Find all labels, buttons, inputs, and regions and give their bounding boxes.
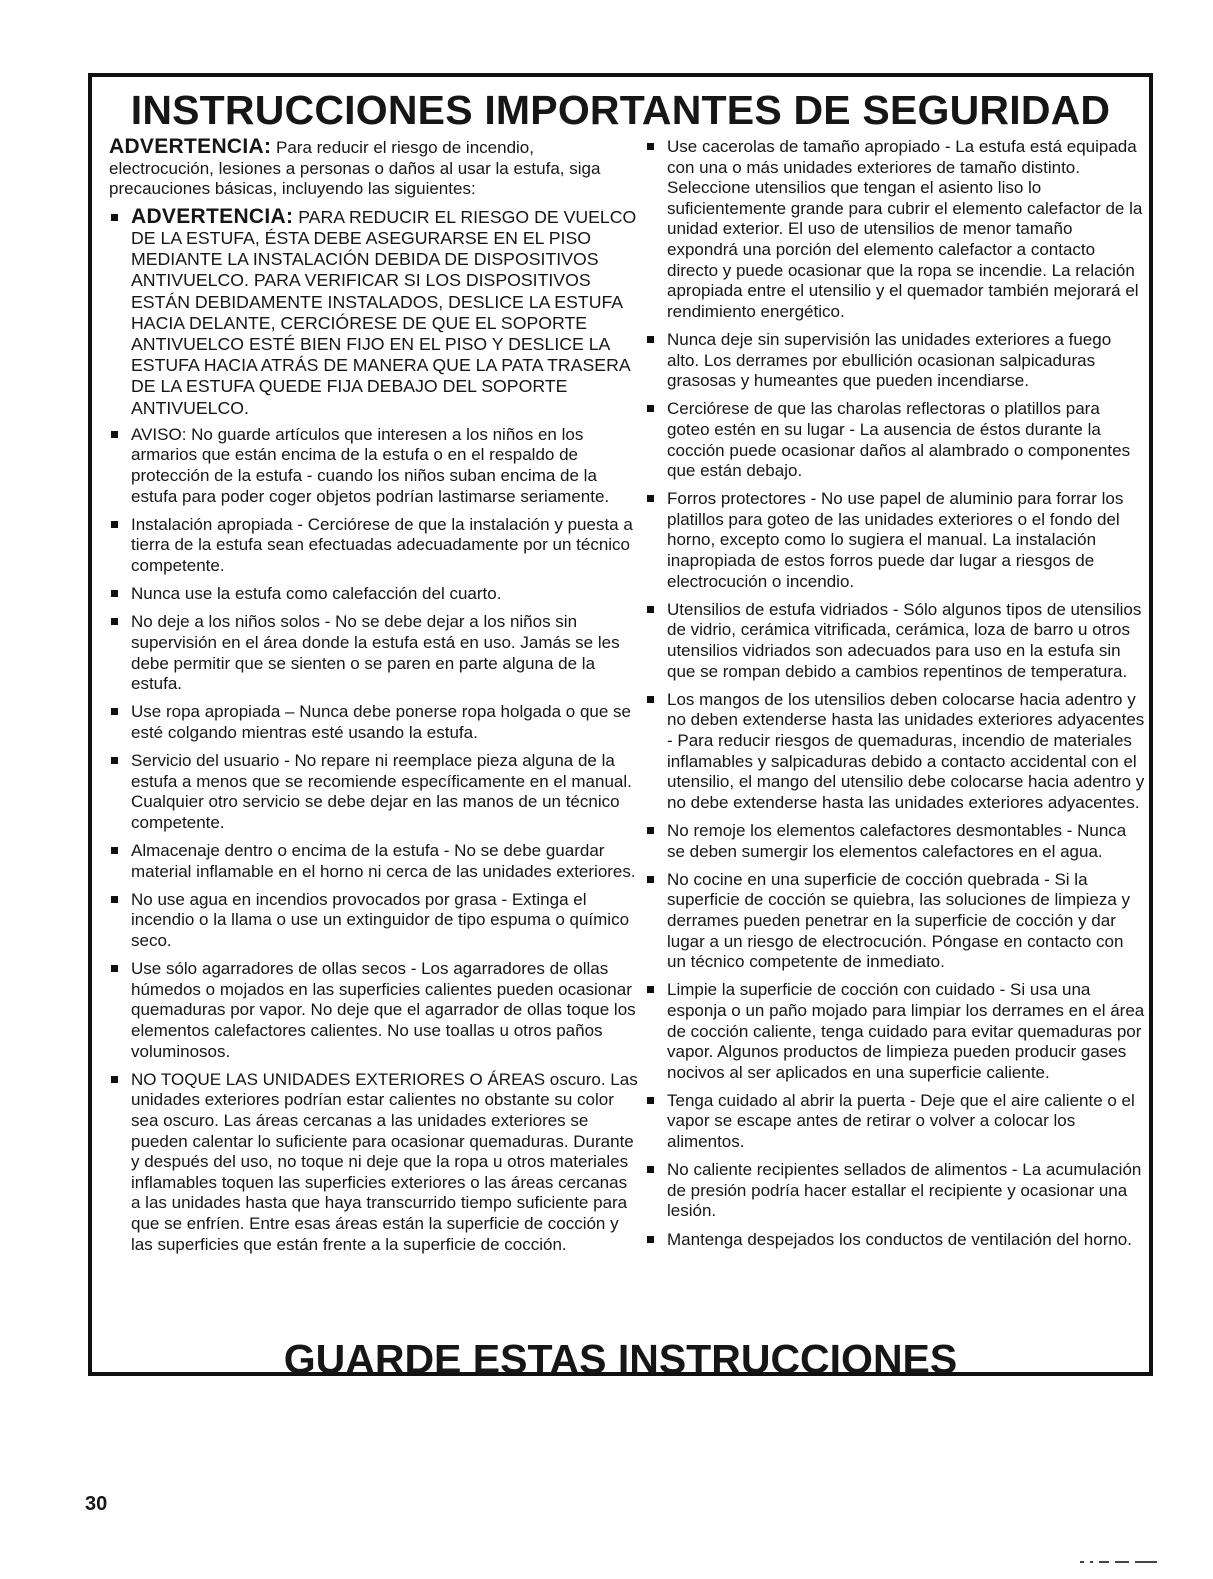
list-item bbox=[109, 841, 640, 882]
list-item bbox=[109, 890, 640, 952]
bullet-icon bbox=[647, 405, 654, 412]
bullet-icon bbox=[647, 143, 654, 150]
bullet-icon bbox=[647, 1236, 654, 1243]
list-item bbox=[645, 1230, 1145, 1251]
list-item-text: No remoje los elementos calefactores desmontables - Nunca se deben sumergir los elementos calefactores en el agua. bbox=[667, 820, 1127, 861]
scan-marks bbox=[1080, 1561, 1200, 1565]
list-item bbox=[645, 399, 1145, 481]
list-item bbox=[109, 612, 640, 694]
list-item-text: Limpie la superficie de cocción con cuidado - Si usa una esponja o un paño mojado para limpiar los derrames en el área de cocción caliente, tenga cuidado para evitar quemaduras por vapor. Algunos productos de limpieza pueden producir gases nocivos al ser aplicados en una superficie caliente. bbox=[667, 980, 1145, 1082]
right-safety-list bbox=[645, 137, 1145, 1250]
warning-label: ADVERTENCIA: bbox=[131, 204, 294, 228]
bullet-icon bbox=[111, 1076, 118, 1083]
page-number: 30 bbox=[85, 1493, 108, 1515]
list-item-text: Use ropa apropiada – Nunca debe ponerse ropa holgada o que se esté colgando mientras esté usando la estufa. bbox=[131, 702, 631, 742]
bullet-icon bbox=[111, 618, 118, 625]
list-item bbox=[109, 1070, 640, 1255]
list-item bbox=[645, 330, 1145, 392]
page-title: INSTRUCCIONES IMPORTANTES DE SEGURIDAD bbox=[130, 87, 1111, 133]
bullet-icon bbox=[111, 590, 118, 597]
list-item bbox=[109, 751, 640, 833]
list-item-text: Tenga cuidado al abrir la puerta - Deje que el aire caliente o el vapor se escape antes de retirar o volver a colocar los alimentos. bbox=[667, 1090, 1135, 1152]
list-item bbox=[645, 821, 1145, 862]
left-column bbox=[109, 137, 640, 1263]
list-item bbox=[109, 206, 640, 419]
bullet-icon bbox=[111, 708, 118, 715]
list-item-text: Use cacerolas de tamaño apropiado - La estufa está equipada con una o más unidades exteriores de tamaño distinto. Seleccione utensilios que tengan el asiento liso lo suficientemente grande para cubrir el elemento calefactor de la unidad exterior. El uso de utensilios de menor tamaño expondrá una porción del elemento calefactor a contacto directo y puede ocasionar que la ropa se incendie. La relación apropiada entre el utensilio y el quemador también mejorará el rendimiento energético. bbox=[667, 137, 1143, 321]
left-safety-list bbox=[109, 206, 640, 1255]
list-item-text: No deje a los niños solos - No se debe dejar a los niños sin supervisión en el área donde la estufa está en uso. Jamás se les debe permitir que se sienten o se paren en parte alguna de la estufa. bbox=[131, 612, 620, 694]
bullet-icon bbox=[647, 696, 654, 703]
bullet-icon bbox=[647, 986, 654, 993]
list-item bbox=[645, 600, 1145, 682]
list-item-text: Nunca use la estufa como calefacción del cuarto. bbox=[131, 584, 502, 604]
scan-mark bbox=[1090, 1561, 1093, 1563]
safety-box bbox=[88, 73, 1153, 1382]
list-item bbox=[109, 584, 640, 605]
list-item-text: Instalación apropiada - Cerciórese de que la instalación y puesta a tierra de la estufa sean efectuadas adecuadamente por un técnico competente. bbox=[131, 514, 633, 575]
scan-mark bbox=[1135, 1561, 1157, 1563]
bullet-icon bbox=[111, 965, 118, 972]
list-item-text: Nunca deje sin supervisión las unidades exteriores a fuego alto. Los derrames por ebullición ocasionan salpicaduras grasosas y humeantes que pueden incendiarse. bbox=[667, 329, 1112, 391]
list-item-text: Cerciórese de que las charolas reflectoras o platillos para goteo estén en su lugar - La ausencia de éstos durante la cocción puede ocasionar daños al alambrado o componentes que están debajo. bbox=[667, 399, 1131, 481]
bullet-icon bbox=[111, 521, 118, 528]
bullet-icon bbox=[111, 847, 118, 854]
list-item bbox=[645, 690, 1145, 814]
list-item-text: Mantenga despejados los conductos de ventilación del horno. bbox=[667, 1229, 1132, 1249]
bullet-icon bbox=[647, 606, 654, 613]
bullet-icon bbox=[647, 876, 654, 883]
list-item-text: Utensilios de estufa vidriados - Sólo algunos tipos de utensilios de vidrio, cerámica vitrificada, cerámica, loza de barro u otros utensilios vidriados son adecuados para uso en la estufa sin que se rompan debido a cambios repentinos de temperatura. bbox=[667, 599, 1142, 681]
bullet-icon bbox=[111, 214, 118, 221]
intro-paragraph bbox=[109, 137, 640, 200]
scan-mark bbox=[1080, 1561, 1084, 1563]
list-item-text: Los mangos de los utensilios deben colocarse hacia adentro y no deben extenderse hasta las unidades exteriores adyacentes - Para reducir riesgos de quemaduras, incendio de materiales inflamables y salpicaduras debido a contacto accidental con el utensilio, el mango del utensilio debe colocarse hacia adentro y no debe extenderse hasta las unidades exteriores adyacentes. bbox=[667, 689, 1145, 812]
list-item-text: Servicio del usuario - No repare ni reemplace pieza alguna de la estufa a menos que se recomiende específicamente en el manual. Cualquier otro servicio se debe dejar en las manos de un técnico competente. bbox=[131, 751, 632, 832]
list-item-text: Forros protectores - No use papel de aluminio para forrar los platillos para goteo de las unidades exteriores o el fondo del horno, excepto como lo sugiera el manual. La instalación inapropiada de estos forros puede dar lugar a riesgos de electrocución o incendio. bbox=[667, 489, 1124, 591]
list-item-text: Use sólo agarradores de ollas secos - Los agarradores de ollas húmedos o mojados en las superficies calientes pueden ocasionar quemaduras por vapor. No deje que el agarrador de ollas toque los elementos calefactores calientes. No use toallas u otros paños voluminosos. bbox=[131, 959, 636, 1061]
list-item-text: NO TOQUE LAS UNIDADES EXTERIORES O ÁREAS oscuro. Las unidades exteriores podrían estar calientes no obstante su color sea oscuro. Las áreas cercanas a las unidades exteriores se pueden calentar lo suficiente para ocasionar quemaduras. Durante y después del uso, no toque ni deje que la ropa u otros materiales inflamables toquen las superficies exteriores o las áreas cercanas a las unidades hasta que haya transcurrido tiempo suficiente para que se enfríen. Entre esas áreas están la superficie de cocción y las superficies que están frente a la superficie de cocción. bbox=[131, 1069, 638, 1254]
intro-text: Para reducir el riesgo de incendio, electrocución, lesiones a personas o daños al usar la estufa, siga precauciones básicas, incluyendo las siguientes: bbox=[109, 138, 601, 199]
list-item bbox=[645, 1160, 1145, 1222]
list-item bbox=[645, 980, 1145, 1083]
bullet-icon bbox=[647, 1166, 654, 1173]
list-item bbox=[645, 1091, 1145, 1153]
bullet-icon bbox=[647, 336, 654, 343]
bullet-icon bbox=[647, 495, 654, 502]
list-item-text: No cocine en una superficie de cocción quebrada - Si la superficie de cocción se quiebra, las soluciones de limpieza y derrames pueden penetrar en la superficie de cocción y dar lugar a un riesgo de electrocución. Póngase en contacto con un técnico competente de inmediato. bbox=[667, 869, 1131, 972]
list-item-text: AVISO: No guarde artículos que interesen a los niños en los armarios que están encima de la estufa o en el respaldo de protección de la estufa - cuando los niños suban encima de la estufa para poder coger objetos podrían lastimarse seriamente. bbox=[131, 424, 610, 506]
list-item-text: No caliente recipientes sellados de alimentos - La acumulación de presión podría hacer estallar el recipiente y ocasionar una lesión. bbox=[667, 1160, 1142, 1221]
list-item bbox=[109, 702, 640, 743]
right-column bbox=[645, 137, 1145, 1258]
list-item bbox=[645, 870, 1145, 973]
intro-warning-label: ADVERTENCIA: bbox=[109, 135, 272, 158]
list-item-text: Almacenaje dentro o encima de la estufa - No se debe guardar material inflamable en el horno ni cerca de las unidades exteriores. bbox=[131, 841, 636, 881]
scan-mark bbox=[1099, 1561, 1109, 1563]
list-item bbox=[109, 425, 640, 507]
list-item bbox=[109, 515, 640, 577]
bullet-icon bbox=[111, 757, 118, 764]
list-item-text: No use agua en incendios provocados por grasa - Extinga el incendio o la llama o use un extinguidor de tipo espuma o químico seco. bbox=[131, 889, 630, 951]
footer-title: GUARDE ESTAS INSTRUCCIONES bbox=[283, 1336, 958, 1382]
list-item-text: PARA REDUCIR EL RIESGO DE VUELCO DE LA ESTUFA, ÉSTA DEBE ASEGURARSE EN EL PISO MEDIANTE LA INSTALACIÓN DEBIDA DE DISPOSITIVOS ANTIVUELCO. PARA VERIFICAR SI LOS DISPOSITIVOS ESTÁN DEBIDAMENTE INSTALADOS, DESLICE LA ESTUFA HACIA DELANTE, CERCIÓRESE DE QUE EL SOPORTE ANTIVUELCO ESTÉ BIEN FIJO EN EL PISO Y DESLICE LA ESTUFA HACIA ATRÁS DE MANERA QUE LA PATA TRASERA DE LA ESTUFA QUEDE FIJA DEBAJO DEL SOPORTE ANTIVUELCO. bbox=[131, 206, 637, 418]
list-item bbox=[645, 137, 1145, 322]
list-item bbox=[109, 959, 640, 1062]
bullet-icon bbox=[647, 827, 654, 834]
list-item bbox=[645, 489, 1145, 592]
bullet-icon bbox=[111, 896, 118, 903]
bullet-icon bbox=[111, 431, 118, 438]
scan-mark bbox=[1115, 1561, 1129, 1563]
bullet-icon bbox=[647, 1097, 654, 1104]
